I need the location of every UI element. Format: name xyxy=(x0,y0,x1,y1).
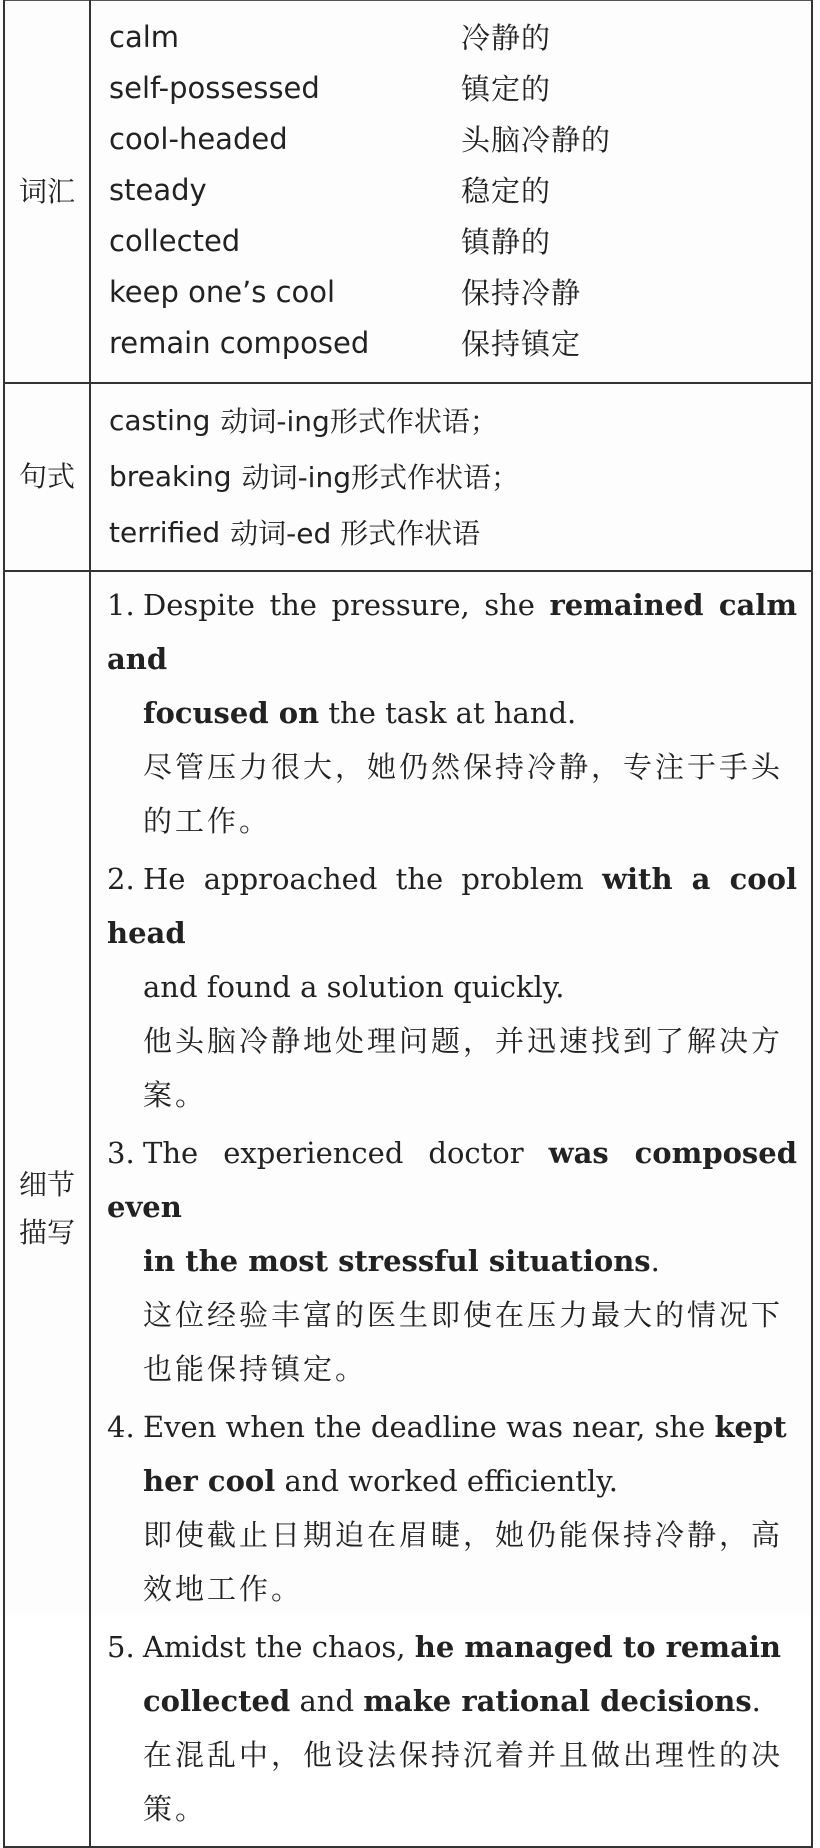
example-item xyxy=(107,852,797,1122)
sentence-text: Even when the deadline was near, she xyxy=(143,1410,715,1444)
key-phrase: remained calm and xyxy=(107,588,797,676)
key-phrase: in the most stressful situations xyxy=(143,1244,651,1278)
example-chinese: 尽管压力很大，她仍然保持冷静，专注于手头的工作。 xyxy=(143,750,784,838)
word-chinese: 镇定的 xyxy=(461,72,552,106)
patterns-category-label: 句式 xyxy=(18,460,75,493)
word-chinese: 镇静的 xyxy=(461,225,552,259)
sentence-text: The experienced doctor xyxy=(143,1136,549,1170)
key-phrase: make rational decisions xyxy=(363,1684,752,1718)
pattern-list xyxy=(91,384,811,570)
pattern-description: 动词-ing形式作状语； xyxy=(241,461,519,494)
pattern-word: breaking xyxy=(109,459,232,493)
word-english: cool-headed xyxy=(109,121,288,156)
word-row xyxy=(109,164,811,215)
details-row xyxy=(4,571,812,1847)
word-chinese: 头脑冷静的 xyxy=(461,123,612,157)
word-chinese: 冷静的 xyxy=(461,21,552,55)
word-chinese: 稳定的 xyxy=(461,174,552,208)
key-phrase: collected xyxy=(143,1684,291,1718)
details-category-label-line1: 细节 xyxy=(18,1168,75,1201)
example-number: 1. xyxy=(107,588,135,622)
example-english-continued xyxy=(107,1454,797,1508)
example-item xyxy=(107,1400,797,1616)
key-phrase: was composed even xyxy=(107,1136,797,1224)
key-phrase: with a cool head xyxy=(107,862,797,950)
word-row xyxy=(109,215,811,266)
example-chinese: 即使截止日期迫在眉睫，她仍能保持冷静，高效地工作。 xyxy=(143,1518,784,1606)
example-english xyxy=(107,1620,797,1728)
vocab-words-cell xyxy=(90,1,812,384)
sentence-text: . xyxy=(751,1684,761,1718)
pattern-description: 动词-ing形式作状语； xyxy=(220,405,498,438)
vocab-row xyxy=(4,1,812,384)
example-number: 3. xyxy=(107,1136,135,1170)
sentence-text: He approached the problem xyxy=(143,862,603,896)
example-number: 2. xyxy=(107,862,135,896)
example-item xyxy=(107,578,797,848)
sentence-text: Amidst the chaos, xyxy=(143,1630,415,1664)
word-row xyxy=(109,113,811,164)
word-english: self-possessed xyxy=(109,70,320,105)
example-number: 4. xyxy=(107,1410,135,1444)
word-row xyxy=(109,11,811,62)
patterns-row xyxy=(4,383,812,571)
details-category-cell xyxy=(4,571,90,1847)
word-english: steady xyxy=(109,172,207,207)
details-cell xyxy=(90,571,812,1847)
word-chinese: 保持冷静 xyxy=(461,276,582,310)
example-english-continued xyxy=(107,686,797,740)
example-english xyxy=(107,578,797,740)
key-phrase: her cool xyxy=(143,1464,276,1498)
word-english: keep one’s cool xyxy=(109,274,336,309)
sentence-text: . xyxy=(650,1244,660,1278)
sentence-text: Despite the pressure, she xyxy=(143,588,550,622)
example-list xyxy=(91,572,811,1846)
word-english: collected xyxy=(109,223,241,258)
word-row xyxy=(109,266,811,317)
pattern-description: 动词-ed 形式作状语 xyxy=(230,517,481,550)
vocab-category-label: 词汇 xyxy=(18,174,75,208)
key-phrase: he managed to remain xyxy=(414,1630,781,1664)
example-english xyxy=(107,1400,797,1508)
patterns-category-cell xyxy=(4,383,90,571)
example-english xyxy=(107,1126,797,1288)
word-list xyxy=(91,1,811,382)
sentence-text: and worked efficiently. xyxy=(275,1464,618,1498)
pattern-row xyxy=(109,504,811,560)
example-english-continued xyxy=(107,960,797,1014)
word-english: calm xyxy=(109,19,180,54)
example-english-continued xyxy=(107,1234,797,1288)
pattern-word: casting xyxy=(109,403,211,437)
sentence-text: and xyxy=(290,1684,364,1718)
example-item xyxy=(107,1620,797,1836)
vocabulary-table xyxy=(3,0,813,1848)
key-phrase: kept xyxy=(714,1410,787,1444)
example-chinese: 在混乱中，他设法保持沉着并且做出理性的决策。 xyxy=(143,1738,784,1826)
word-english: remain composed xyxy=(109,325,370,360)
example-english xyxy=(107,852,797,1014)
pattern-row xyxy=(109,448,811,504)
example-number: 5. xyxy=(107,1630,135,1664)
word-row xyxy=(109,317,811,368)
sentence-text: and found a solution quickly. xyxy=(143,970,565,1004)
sentence-text: the task at hand. xyxy=(319,696,577,730)
word-chinese: 保持镇定 xyxy=(461,327,582,361)
details-category-label-line2: 描写 xyxy=(18,1216,75,1249)
example-item xyxy=(107,1126,797,1396)
key-phrase: focused on xyxy=(143,696,320,730)
example-chinese: 他头脑冷静地处理问题，并迅速找到了解决方案。 xyxy=(143,1024,784,1112)
patterns-cell xyxy=(90,383,812,571)
word-row xyxy=(109,62,811,113)
example-english-continued xyxy=(107,1674,797,1728)
vocab-category-cell xyxy=(4,1,90,384)
pattern-word: terrified xyxy=(109,515,221,549)
example-chinese: 这位经验丰富的医生即使在压力最大的情况下也能保持镇定。 xyxy=(143,1298,784,1386)
pattern-row xyxy=(109,392,811,448)
